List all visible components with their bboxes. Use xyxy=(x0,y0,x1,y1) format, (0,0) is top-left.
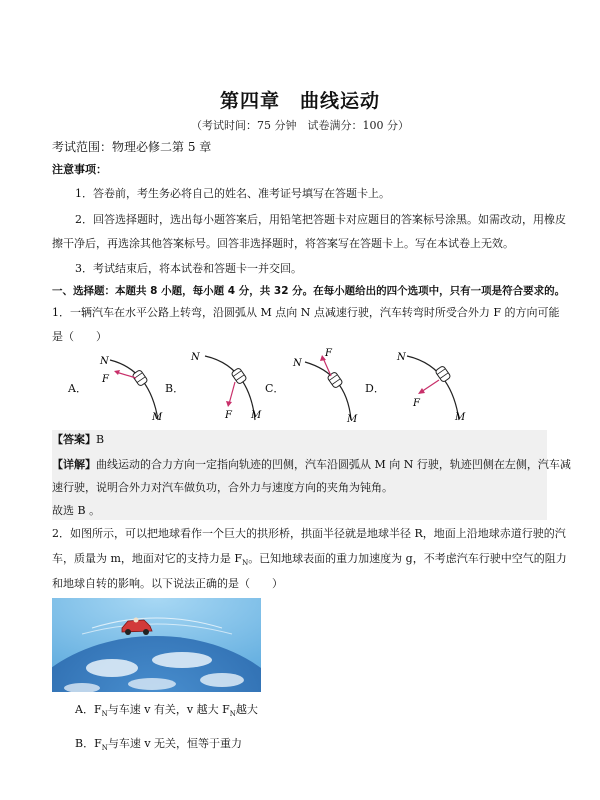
point-m-label: M xyxy=(152,412,163,423)
q1-diagram-b xyxy=(177,348,267,423)
force-label: F xyxy=(225,410,232,421)
section-heading xyxy=(52,284,565,298)
q1-option-c xyxy=(265,348,365,423)
q1-detail-line2: 速行驶，说明合外力对汽车做负功，合外力与速度方向的夹角为钝角。 xyxy=(52,481,393,494)
q1-stem-line1: 1．一辆汽车在水平公路上转弯，沿圆弧从 M 点向 N 点减速行驶，汽车转弯时所受合外力 F 的方向可能 xyxy=(52,306,560,319)
q2-stem-line2 xyxy=(52,552,567,570)
notice-heading: 注意事项： xyxy=(52,163,107,176)
detail-text: 曲线运动的合力方向一定指向轨迹的凹侧，汽车沿圆弧从 M 向 N 行驶，轨迹凹侧在左侧，汽车减 xyxy=(96,458,571,471)
q2-text-b: 。已知地球表面的重力加速度为 g，不考虑汽车行驶中空气的阻力 xyxy=(248,552,567,565)
notice-item-1: 1．答卷前，考生务必将自己的姓名、准考证号填写在答题卡上。 xyxy=(75,187,390,200)
notice-item-2-cont: 擦干净后，再选涂其他答案标号。回答非选择题时，将答案写在答题卡上。写在本试卷上无效。 xyxy=(52,237,514,250)
notice-item-2: 2．回答选择题时，选出每小题答案后，用铅笔把答题卡对应题目的答案标号涂黑。如需改动，用橡皮 xyxy=(75,213,566,226)
q2-text-a: 车，质量为 m，地面对它的支持力是 F xyxy=(52,552,243,565)
point-n-label: N xyxy=(191,352,200,363)
notice-item-3: 3．考试结束后，将本试卷和答题卡一并交回。 xyxy=(75,262,302,275)
earth-illustration xyxy=(52,598,261,692)
option-label: D． xyxy=(365,382,385,395)
q2-stem-line3: 和地球自转的影响。以下说法正确的是（ ） xyxy=(52,577,283,590)
q1-conclusion: 故选 B 。 xyxy=(52,504,101,517)
point-n-label: N xyxy=(293,358,302,369)
q2-opt-b-text-2: 与车速 v 无关，恒等于重力 xyxy=(107,737,243,750)
exam-scope: 考试范围：物理必修二第 5 章 xyxy=(52,140,212,154)
force-label: F xyxy=(102,374,109,385)
section-heading-text: ：本题共 8 小题，每小题 4 分，共 32 分。在每小题给出的四个选项中，只有一项是符合要求的。 xyxy=(104,285,566,297)
q2-option-b xyxy=(75,737,242,755)
q1-detail-line1 xyxy=(52,458,571,472)
exam-info: （考试时间：75 分钟 试卷满分：100 分） xyxy=(191,119,409,132)
q1-figures xyxy=(60,348,500,423)
point-m-label: M xyxy=(251,410,262,421)
force-label: F xyxy=(413,398,420,409)
option-label: B． xyxy=(165,382,185,395)
q1-diagram-d xyxy=(377,348,477,423)
q2-opt-b-text-1: B．F xyxy=(75,737,102,750)
q2-stem-line1: 2．如图所示，可以把地球看作一个巨大的拱形桥，拱面半径就是地球半径 R，地面上沿地球赤道行驶的汽 xyxy=(52,527,566,540)
q1-answer-box xyxy=(52,430,547,520)
option-label: A． xyxy=(68,382,87,395)
point-n-label: N xyxy=(100,356,109,367)
earth-arch-image xyxy=(52,598,261,692)
point-n-label: N xyxy=(397,352,406,363)
q1-option-d xyxy=(365,348,465,423)
q1-diagram-a xyxy=(80,348,170,423)
point-m-label: M xyxy=(347,414,358,423)
q2-opt-a-text-3: 越大 xyxy=(235,703,258,716)
q1-option-a xyxy=(68,348,168,423)
q2-opt-a-text-2: 与车速 v 有关，v 越大 F xyxy=(107,703,230,716)
q1-option-b xyxy=(165,348,265,423)
q2-opt-a-sub-2: N xyxy=(229,710,236,719)
answer-value: B xyxy=(96,433,105,446)
q2-opt-b-sub: N xyxy=(101,744,108,753)
q1-diagram-c xyxy=(277,348,367,423)
detail-tag: 【详解】 xyxy=(52,458,96,471)
page-title: 第四章 曲线运动 xyxy=(219,90,380,112)
answer-tag: 【答案】 xyxy=(52,433,96,446)
q2-option-a xyxy=(75,703,258,721)
option-label: C． xyxy=(265,382,285,395)
q2-opt-a-text-1: A．F xyxy=(75,703,102,716)
q1-stem-line2: 是（ ） xyxy=(52,330,107,343)
q1-answer xyxy=(52,433,104,447)
section-heading-label: 一、选择题 xyxy=(52,285,105,297)
q2-subscript: N xyxy=(242,559,249,568)
point-m-label: M xyxy=(455,412,466,423)
q2-opt-a-sub-1: N xyxy=(101,710,108,719)
force-label: F xyxy=(325,348,332,359)
